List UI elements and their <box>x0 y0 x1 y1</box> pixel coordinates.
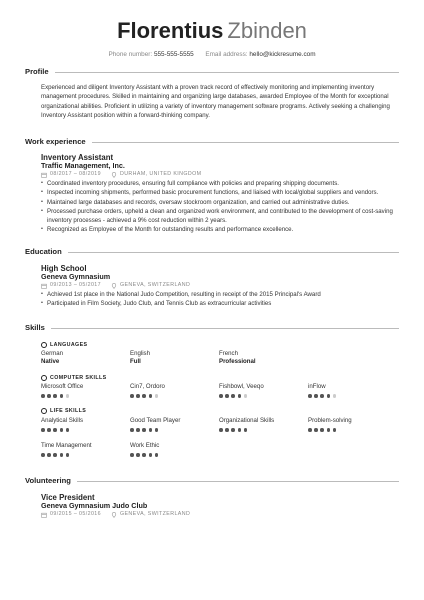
rating-dot <box>238 394 242 398</box>
work-bullets <box>41 179 406 235</box>
computer-icon <box>41 375 47 381</box>
rating-dot <box>231 394 235 398</box>
life-skill-item: Time Management <box>41 442 92 457</box>
school-name: Geneva Gymnasium <box>41 272 111 281</box>
skill-rating <box>308 394 336 398</box>
rating-dot <box>308 394 312 398</box>
rating-dot <box>244 428 248 432</box>
rating-dot <box>47 394 51 398</box>
work-location: DURHAM, UNITED KINGDOM <box>119 171 202 177</box>
rating-dot <box>53 394 57 398</box>
skill-rating <box>41 428 83 432</box>
list-item: • Achieved 1st place in the National Judo Competition, resulting in receipt of the 2015 Principal's Award <box>41 290 406 299</box>
rating-dot <box>66 428 70 432</box>
location-pin-icon <box>111 512 117 518</box>
rating-dot <box>327 394 331 398</box>
rating-dot <box>225 428 229 432</box>
volunteering-dates: 09/2015 – 05/2016 <box>50 511 101 517</box>
rating-dot <box>66 394 70 398</box>
education-heading: Education <box>25 247 68 256</box>
life-skills-icon <box>41 408 47 414</box>
rating-dot <box>53 453 57 457</box>
email-label: Email address: <box>205 51 248 58</box>
calendar-icon <box>41 172 47 178</box>
rating-dot <box>47 428 51 432</box>
rating-dot <box>155 394 159 398</box>
skill-rating <box>130 428 180 432</box>
languages-icon <box>41 342 47 348</box>
profile-text: Experienced and diligent Inventory Assistant with a proven track record of effectively monitoring and implementing inventory management procedures. Skilled in maintaining and organizing large databases, awarded Employee of the Month for exceptional organizational abilities. Proficient in utilizing a variety of inventory management software programs. Actively seeking a challenging Inventory Assistant position within a forward-thinking company. <box>41 84 390 120</box>
rating-dot <box>155 428 159 432</box>
rating-dot <box>136 453 140 457</box>
volunteering-location: GENEVA, SWITZERLAND <box>119 511 191 517</box>
rating-dot <box>238 428 242 432</box>
list-item: • Inspected incoming shipments, performed basic procurement functions, and liaised with local/global suppliers and vendors. <box>41 188 406 197</box>
volunteering-section <box>0 476 424 486</box>
rating-dot <box>314 428 318 432</box>
rating-dot <box>149 394 153 398</box>
list-item: • Maintained large databases and records, oversaw stockroom organization, and carried out administrative duties. <box>41 198 406 207</box>
language-item: French Professional <box>219 350 256 365</box>
volunteer-role: Vice President <box>41 493 95 502</box>
list-item: • Processed purchase orders, upheld a clean and organized work environment, and contributed to the development of cost-saving inventory processes - achieved a 9% cost reduction within 2 years. <box>41 207 406 226</box>
life-skill-item: Organizational Skills <box>219 417 274 432</box>
skill-rating <box>130 453 159 457</box>
resume-name <box>0 18 424 44</box>
calendar-icon <box>41 512 47 518</box>
rating-dot <box>333 394 337 398</box>
rating-dot <box>219 428 223 432</box>
rating-dot <box>60 394 64 398</box>
first-name: Florentius <box>117 18 224 43</box>
rating-dot <box>66 453 70 457</box>
language-item: English Full <box>130 350 150 365</box>
list-item: • Coordinated inventory procedures, ensuring full compliance with policies and preparing shipping documents. <box>41 179 406 188</box>
rating-dot <box>142 428 146 432</box>
rating-dot <box>130 453 134 457</box>
list-item: • Recognized as Employee of the Month for outstanding results and performance excellence. <box>41 225 406 234</box>
rating-dot <box>130 394 134 398</box>
life-skill-item: Work Ethic <box>130 442 159 457</box>
rating-dot <box>320 394 324 398</box>
rating-dot <box>327 428 331 432</box>
volunteering-entry <box>41 493 406 519</box>
rating-dot <box>155 453 159 457</box>
email-value[interactable]: hello@kickresume.com <box>249 51 316 58</box>
rating-dot <box>136 394 140 398</box>
work-section <box>0 137 424 147</box>
profile-heading: Profile <box>25 67 55 76</box>
education-section <box>0 247 424 257</box>
computer-skill-item: Fishbowl, Veeqo <box>219 383 264 398</box>
rating-dot <box>41 394 45 398</box>
volunteering-meta <box>41 510 406 519</box>
education-location: GENEVA, SWITZERLAND <box>119 282 191 288</box>
education-entry <box>41 264 406 309</box>
location-pin-icon <box>111 172 117 178</box>
life-skill-item: Good Team Player <box>130 417 180 432</box>
skill-rating <box>41 453 92 457</box>
rating-dot <box>142 394 146 398</box>
rating-dot <box>60 428 64 432</box>
language-item: German Native <box>41 350 64 365</box>
volunteering-heading: Volunteering <box>25 476 77 485</box>
rating-dot <box>244 394 248 398</box>
job-title: Inventory Assistant <box>41 153 114 162</box>
work-entry <box>41 153 406 235</box>
life-skill-item: Problem-solving <box>308 417 352 432</box>
calendar-icon <box>41 283 47 289</box>
rating-dot <box>225 394 229 398</box>
rating-dot <box>47 453 51 457</box>
rating-dot <box>149 428 153 432</box>
life-skills-category: LIFE SKILLS <box>41 408 86 414</box>
rating-dot <box>231 428 235 432</box>
rating-dot <box>41 453 45 457</box>
work-meta <box>41 170 406 179</box>
work-heading: Work experience <box>25 137 92 146</box>
company-name: Traffic Management, Inc. <box>41 161 125 170</box>
profile-section <box>0 67 424 77</box>
list-item: • Participated in Film Society, Judo Club, and Tennis Club as extracurricular activities <box>41 299 406 308</box>
skill-rating <box>219 428 274 432</box>
work-dates: 08/2017 – 08/2019 <box>50 171 101 177</box>
computer-skill-item: inFlow <box>308 383 336 398</box>
rating-dot <box>60 453 64 457</box>
location-pin-icon <box>111 283 117 289</box>
skill-rating <box>41 394 83 398</box>
computer-skill-item: Microsoft Office <box>41 383 83 398</box>
languages-category: LANGUAGES <box>41 342 87 348</box>
skill-rating <box>308 428 352 432</box>
education-dates: 09/2013 – 05/2017 <box>50 282 101 288</box>
skill-rating <box>130 394 165 398</box>
last-name: Zbinden <box>227 18 307 43</box>
rating-dot <box>333 428 337 432</box>
life-skill-item: Analytical Skills <box>41 417 83 432</box>
rating-dot <box>130 428 134 432</box>
education-meta <box>41 281 406 290</box>
rating-dot <box>41 428 45 432</box>
phone-label: Phone number: <box>108 51 153 58</box>
skills-section <box>0 323 424 333</box>
rating-dot <box>320 428 324 432</box>
volunteer-org: Geneva Gymnasium Judo Club <box>41 501 148 510</box>
phone-value[interactable]: 555-555-5555 <box>153 51 194 58</box>
rating-dot <box>149 453 153 457</box>
skills-heading: Skills <box>25 323 51 332</box>
rating-dot <box>219 394 223 398</box>
rating-dot <box>314 394 318 398</box>
computer-skill-item: Cin7, Ordoro <box>130 383 165 398</box>
rating-dot <box>136 428 140 432</box>
skill-rating <box>219 394 264 398</box>
school-title: High School <box>41 264 87 273</box>
rating-dot <box>53 428 57 432</box>
rating-dot <box>308 428 312 432</box>
contact-line <box>0 51 424 58</box>
rating-dot <box>142 453 146 457</box>
computer-skills-category: COMPUTER SKILLS <box>41 375 107 381</box>
education-bullets <box>41 290 406 309</box>
